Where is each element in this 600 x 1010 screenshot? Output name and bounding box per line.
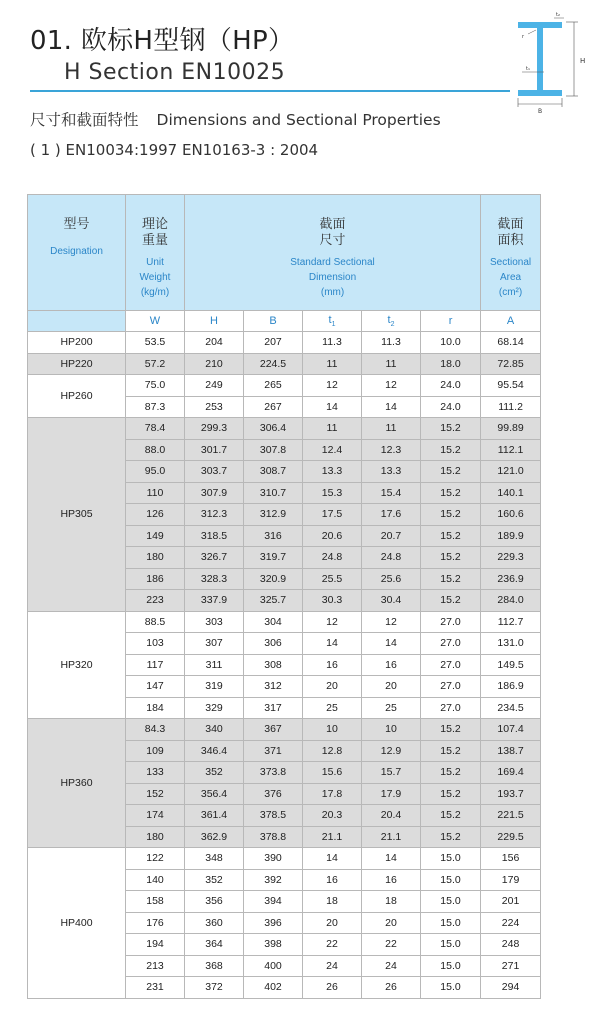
cell-w: 174: [126, 805, 185, 827]
cell-h: 303.7: [185, 461, 244, 483]
label-t2: t₂: [556, 12, 560, 18]
label-t1: t₁: [526, 66, 530, 72]
table-row: [28, 719, 541, 741]
cell-h: 362.9: [185, 826, 244, 848]
cell-a: 189.9: [481, 525, 541, 547]
cell-r: 15.2: [421, 719, 481, 741]
cell-h: 348: [185, 848, 244, 870]
cell-b: 371: [244, 740, 303, 762]
dimensions-table: [27, 194, 541, 999]
cell-t1: 16: [303, 654, 362, 676]
header-designation: [28, 195, 126, 311]
cell-r: 27.0: [421, 676, 481, 698]
cell-h: 319: [185, 676, 244, 698]
cell-b: 400: [244, 955, 303, 977]
cell-r: 15.2: [421, 525, 481, 547]
cell-t2: 25: [362, 697, 421, 719]
cell-t1: 25.5: [303, 568, 362, 590]
cell-r: 15.0: [421, 912, 481, 934]
page-subtitle-en: H Section EN10025: [64, 60, 286, 85]
cell-a: 107.4: [481, 719, 541, 741]
cell-r: 27.0: [421, 654, 481, 676]
cell-t2: 20: [362, 912, 421, 934]
cell-r: 24.0: [421, 396, 481, 418]
cell-t1: 15.3: [303, 482, 362, 504]
cell-b: 306.4: [244, 418, 303, 440]
label-B: B: [538, 108, 543, 115]
cell-t1: 20.3: [303, 805, 362, 827]
cell-h: 361.4: [185, 805, 244, 827]
cell-a: 160.6: [481, 504, 541, 526]
cell-b: 319.7: [244, 547, 303, 569]
cell-w: 103: [126, 633, 185, 655]
cell-r: 15.0: [421, 869, 481, 891]
symbol-A: A: [481, 311, 541, 332]
cell-b: 312.9: [244, 504, 303, 526]
cell-t2: 24.8: [362, 547, 421, 569]
cell-t1: 11: [303, 353, 362, 375]
cell-t2: 10: [362, 719, 421, 741]
cell-h: 368: [185, 955, 244, 977]
cell-b: 378.5: [244, 805, 303, 827]
cell-a: 201: [481, 891, 541, 913]
cell-a: 224: [481, 912, 541, 934]
page-title: 01. 欧标H型钢（HP）: [30, 26, 295, 56]
cell-h: 303: [185, 611, 244, 633]
cell-t1: 13.3: [303, 461, 362, 483]
cell-t2: 17.6: [362, 504, 421, 526]
header-designation-en: Designation: [50, 246, 103, 257]
cell-w: 223: [126, 590, 185, 612]
cell-r: 15.2: [421, 418, 481, 440]
section-heading: [30, 108, 441, 130]
cell-b: 307.8: [244, 439, 303, 461]
cell-r: 15.2: [421, 439, 481, 461]
cell-w: 180: [126, 547, 185, 569]
cell-r: 24.0: [421, 375, 481, 397]
symbol-H: H: [185, 311, 244, 332]
cell-t2: 22: [362, 934, 421, 956]
cell-t1: 10: [303, 719, 362, 741]
cell-b: 394: [244, 891, 303, 913]
cell-t1: 11.3: [303, 332, 362, 354]
cell-t1: 12: [303, 611, 362, 633]
cell-h: 329: [185, 697, 244, 719]
symbol-t1: $t_1$: [303, 311, 362, 332]
web: [537, 28, 543, 90]
cell-t1: 26: [303, 977, 362, 999]
cell-h: 301.7: [185, 439, 244, 461]
cell-t1: 16: [303, 869, 362, 891]
designation-cell: HP400: [28, 848, 126, 999]
cell-w: 176: [126, 912, 185, 934]
section-heading-en: Dimensions and Sectional Properties: [156, 111, 441, 129]
cell-r: 15.2: [421, 762, 481, 784]
cell-w: 184: [126, 697, 185, 719]
cell-t2: 12.3: [362, 439, 421, 461]
cell-t1: 17.8: [303, 783, 362, 805]
cell-w: 110: [126, 482, 185, 504]
table-row: [28, 848, 541, 870]
symbol-t2: $t_2$: [362, 311, 421, 332]
cell-a: 179: [481, 869, 541, 891]
cell-t2: 20.7: [362, 525, 421, 547]
cell-h: 299.3: [185, 418, 244, 440]
cell-b: 390: [244, 848, 303, 870]
cell-t1: 24: [303, 955, 362, 977]
cell-t1: 24.8: [303, 547, 362, 569]
designation-cell: HP360: [28, 719, 126, 848]
cell-b: 308: [244, 654, 303, 676]
cell-t2: 11.3: [362, 332, 421, 354]
cell-w: 194: [126, 934, 185, 956]
header-weight-en-3: (kg/m): [140, 287, 170, 298]
cell-t2: 14: [362, 633, 421, 655]
cell-b: 317: [244, 697, 303, 719]
header-area-en-2: Area: [499, 272, 522, 283]
cell-h: 356.4: [185, 783, 244, 805]
cell-h: 340: [185, 719, 244, 741]
cell-t1: 14: [303, 633, 362, 655]
cell-r: 15.2: [421, 740, 481, 762]
cell-w: 57.2: [126, 353, 185, 375]
table-body: [28, 332, 541, 999]
cell-t1: 18: [303, 891, 362, 913]
cell-t1: 21.1: [303, 826, 362, 848]
designation-cell: HP320: [28, 611, 126, 719]
cell-b: 367: [244, 719, 303, 741]
cell-h: 253: [185, 396, 244, 418]
cell-a: 131.0: [481, 633, 541, 655]
header-designation-zh: 型号: [63, 217, 90, 232]
cell-r: 15.0: [421, 934, 481, 956]
cell-w: 158: [126, 891, 185, 913]
section-heading-zh: 尺寸和截面特性: [30, 111, 139, 129]
header-weight-zh: 理论重量: [141, 217, 168, 248]
cell-t2: 24: [362, 955, 421, 977]
header-weight-en-2: Weight: [139, 272, 171, 283]
cell-b: 373.8: [244, 762, 303, 784]
cell-a: 111.2: [481, 396, 541, 418]
header-area-en-3: (cm²): [498, 287, 523, 298]
cell-t2: 12: [362, 375, 421, 397]
cell-r: 27.0: [421, 697, 481, 719]
symbol-designation: [28, 311, 126, 332]
cell-w: 231: [126, 977, 185, 999]
cell-t1: 12.4: [303, 439, 362, 461]
cell-t2: 14: [362, 396, 421, 418]
cell-h: 372: [185, 977, 244, 999]
bottom-flange: [518, 90, 562, 96]
cell-h: 318.5: [185, 525, 244, 547]
standard-reference: ( 1 ) EN10034:1997 EN10163-3 : 2004: [30, 141, 319, 159]
header-dimension-en-2: Dimension: [308, 272, 357, 283]
cell-w: 117: [126, 654, 185, 676]
cell-a: 236.9: [481, 568, 541, 590]
cell-t2: 16: [362, 869, 421, 891]
h-section-diagram-icon: [508, 8, 596, 118]
cell-a: 140.1: [481, 482, 541, 504]
cell-r: 27.0: [421, 633, 481, 655]
cell-b: 316: [244, 525, 303, 547]
cell-r: 15.0: [421, 891, 481, 913]
cell-r: 15.2: [421, 482, 481, 504]
cell-w: 78.4: [126, 418, 185, 440]
cell-h: 311: [185, 654, 244, 676]
table-row: [28, 353, 541, 375]
cell-h: 326.7: [185, 547, 244, 569]
cell-r: 15.2: [421, 826, 481, 848]
cell-t2: 12: [362, 611, 421, 633]
cell-t2: 12.9: [362, 740, 421, 762]
cell-a: 95.54: [481, 375, 541, 397]
title-divider: [30, 90, 510, 92]
cell-b: 308.7: [244, 461, 303, 483]
cell-t1: 12: [303, 375, 362, 397]
cell-a: 284.0: [481, 590, 541, 612]
cell-t1: 20: [303, 912, 362, 934]
cell-b: 304: [244, 611, 303, 633]
header-dimension-en-3: (mm): [320, 287, 345, 298]
cell-w: 126: [126, 504, 185, 526]
cell-t2: 21.1: [362, 826, 421, 848]
cell-t1: 11: [303, 418, 362, 440]
cell-r: 15.0: [421, 955, 481, 977]
cell-b: 325.7: [244, 590, 303, 612]
cell-w: 122: [126, 848, 185, 870]
cell-t2: 13.3: [362, 461, 421, 483]
cell-t2: 11: [362, 418, 421, 440]
cell-a: 229.5: [481, 826, 541, 848]
cell-h: 356: [185, 891, 244, 913]
cell-w: 133: [126, 762, 185, 784]
cell-b: 398: [244, 934, 303, 956]
cell-b: 310.7: [244, 482, 303, 504]
header-dimension-en-1: Standard Sectional: [290, 257, 375, 268]
cell-a: 294: [481, 977, 541, 999]
cell-w: 88.5: [126, 611, 185, 633]
cell-t2: 20.4: [362, 805, 421, 827]
cell-t2: 20: [362, 676, 421, 698]
cell-a: 112.1: [481, 439, 541, 461]
cell-h: 204: [185, 332, 244, 354]
cell-h: 346.4: [185, 740, 244, 762]
cell-h: 328.3: [185, 568, 244, 590]
cell-w: 152: [126, 783, 185, 805]
cell-t1: 15.6: [303, 762, 362, 784]
cell-a: 186.9: [481, 676, 541, 698]
designation-cell: HP200: [28, 332, 126, 354]
cell-t1: 14: [303, 848, 362, 870]
cell-r: 10.0: [421, 332, 481, 354]
cell-w: 147: [126, 676, 185, 698]
cell-r: 15.2: [421, 590, 481, 612]
cell-r: 15.2: [421, 547, 481, 569]
cell-w: 140: [126, 869, 185, 891]
designation-cell: HP260: [28, 375, 126, 418]
cell-w: 84.3: [126, 719, 185, 741]
cell-h: 352: [185, 762, 244, 784]
header-weight: [126, 195, 185, 311]
cell-t2: 18: [362, 891, 421, 913]
header-area-en-1: Sectional: [489, 257, 532, 268]
cell-h: 360: [185, 912, 244, 934]
cell-b: 207: [244, 332, 303, 354]
cell-r: 15.0: [421, 848, 481, 870]
cell-t1: 20.6: [303, 525, 362, 547]
cell-t2: 26: [362, 977, 421, 999]
cell-r: 18.0: [421, 353, 481, 375]
designation-cell: HP305: [28, 418, 126, 612]
cell-h: 337.9: [185, 590, 244, 612]
cell-b: 396: [244, 912, 303, 934]
cell-h: 352: [185, 869, 244, 891]
cell-t2: 15.4: [362, 482, 421, 504]
cell-b: 224.5: [244, 353, 303, 375]
cell-r: 15.2: [421, 783, 481, 805]
symbol-r: r: [421, 311, 481, 332]
cell-t1: 22: [303, 934, 362, 956]
cell-r: 27.0: [421, 611, 481, 633]
label-r: r: [522, 34, 525, 40]
cell-t2: 30.4: [362, 590, 421, 612]
top-flange: [518, 22, 562, 28]
cell-b: 267: [244, 396, 303, 418]
header-dimension-zh: 截面尺寸: [319, 217, 346, 248]
table-row: [28, 332, 541, 354]
cell-w: 213: [126, 955, 185, 977]
cell-b: 265: [244, 375, 303, 397]
cell-b: 376: [244, 783, 303, 805]
cell-r: 15.0: [421, 977, 481, 999]
cell-t1: 25: [303, 697, 362, 719]
table-row: [28, 375, 541, 397]
cell-b: 392: [244, 869, 303, 891]
cell-b: 402: [244, 977, 303, 999]
cell-w: 88.0: [126, 439, 185, 461]
cell-h: 307.9: [185, 482, 244, 504]
cell-w: 180: [126, 826, 185, 848]
cell-r: 15.2: [421, 461, 481, 483]
cell-w: 87.3: [126, 396, 185, 418]
cell-a: 72.85: [481, 353, 541, 375]
cell-h: 312.3: [185, 504, 244, 526]
cell-t2: 25.6: [362, 568, 421, 590]
cell-t2: 15.7: [362, 762, 421, 784]
cell-w: 186: [126, 568, 185, 590]
cell-a: 248: [481, 934, 541, 956]
cell-a: 112.7: [481, 611, 541, 633]
cell-a: 156: [481, 848, 541, 870]
cell-h: 249: [185, 375, 244, 397]
cell-t1: 17.5: [303, 504, 362, 526]
cell-w: 75.0: [126, 375, 185, 397]
label-H: H: [580, 57, 586, 65]
symbol-B: B: [244, 311, 303, 332]
cell-h: 307: [185, 633, 244, 655]
cell-a: 68.14: [481, 332, 541, 354]
cell-t1: 20: [303, 676, 362, 698]
cell-a: 193.7: [481, 783, 541, 805]
table-row: [28, 418, 541, 440]
cell-a: 234.5: [481, 697, 541, 719]
cell-h: 364: [185, 934, 244, 956]
cell-w: 95.0: [126, 461, 185, 483]
cell-w: 149: [126, 525, 185, 547]
cell-t1: 12.8: [303, 740, 362, 762]
cell-a: 229.3: [481, 547, 541, 569]
header-dimension: [185, 195, 481, 311]
cell-w: 53.5: [126, 332, 185, 354]
cell-a: 221.5: [481, 805, 541, 827]
designation-cell: HP220: [28, 353, 126, 375]
cell-r: 15.2: [421, 805, 481, 827]
cell-t1: 14: [303, 396, 362, 418]
cell-b: 320.9: [244, 568, 303, 590]
cell-a: 138.7: [481, 740, 541, 762]
header-area-zh: 截面面积: [497, 217, 524, 248]
header-weight-en-1: Unit: [146, 257, 164, 268]
cell-r: 15.2: [421, 568, 481, 590]
cell-t2: 11: [362, 353, 421, 375]
cell-b: 312: [244, 676, 303, 698]
cell-t1: 30.3: [303, 590, 362, 612]
cell-t2: 14: [362, 848, 421, 870]
header-area: [481, 195, 541, 311]
cell-a: 149.5: [481, 654, 541, 676]
cell-b: 378.8: [244, 826, 303, 848]
table-row: [28, 611, 541, 633]
cell-w: 109: [126, 740, 185, 762]
cell-t2: 17.9: [362, 783, 421, 805]
cell-a: 271: [481, 955, 541, 977]
cell-b: 306: [244, 633, 303, 655]
symbol-W: W: [126, 311, 185, 332]
cell-a: 169.4: [481, 762, 541, 784]
cell-a: 99.89: [481, 418, 541, 440]
cell-a: 121.0: [481, 461, 541, 483]
cell-r: 15.2: [421, 504, 481, 526]
cell-h: 210: [185, 353, 244, 375]
cell-t2: 16: [362, 654, 421, 676]
